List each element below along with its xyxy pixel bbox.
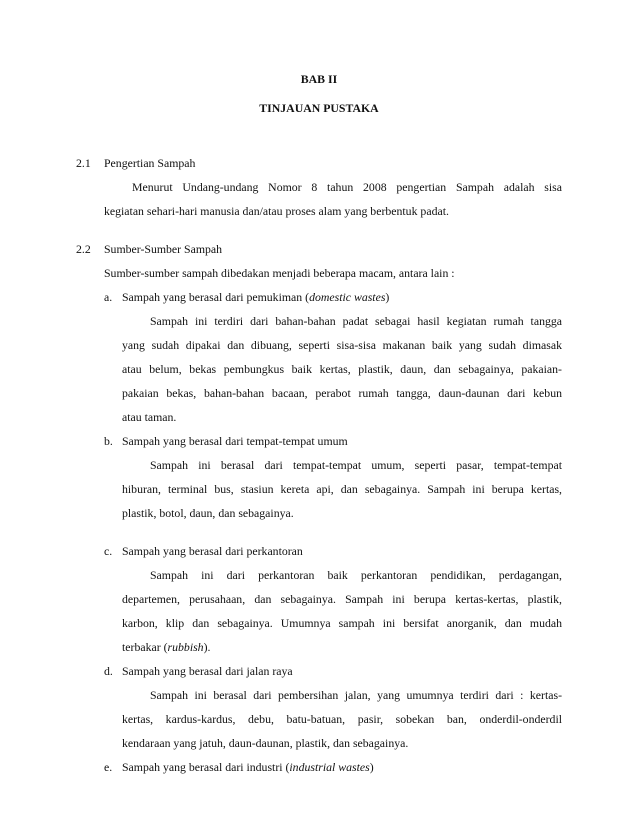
paragraph-line: departemen, perusahaan, dan sebagainya. Sampah ini berupa kertas-kertas, plastik, bbox=[122, 592, 562, 606]
list-item-heading: Sampah yang berasal dari pemukiman (domestic wastes) bbox=[122, 290, 390, 304]
list-marker: b. bbox=[104, 434, 113, 448]
paragraph-line: atau taman. bbox=[122, 410, 177, 424]
list-marker: a. bbox=[104, 290, 113, 304]
chapter-number: BAB II bbox=[300, 72, 338, 86]
paragraph-line: karbon, klip dan sebagainya. Umumnya sampah ini bersifat anorganik, dan mudah bbox=[122, 616, 562, 630]
paragraph-line: pakaian bekas, bahan-bahan bacaan, perabot rumah tangga, daun-daunan dari kebun bbox=[122, 386, 562, 400]
list-item-heading: Sampah yang berasal dari tempat-tempat umum bbox=[122, 434, 348, 448]
paragraph-line: kegiatan sehari-hari manusia dan/atau proses alam yang berbentuk padat. bbox=[104, 204, 449, 218]
paragraph-line: kendaraan yang jatuh, daun-daunan, plastik, dan sebagainya. bbox=[122, 736, 409, 750]
paragraph-line: Sampah ini berasal dari pembersihan jalan, yang umumnya terdiri dari : kertas- bbox=[150, 688, 562, 702]
section-number: 2.1 bbox=[76, 156, 91, 170]
list-marker: c. bbox=[104, 544, 113, 558]
paragraph-line: terbakar (rubbish). bbox=[122, 640, 211, 654]
paragraph-line: atau belum, bekas pembungkus baik kertas, plastik, daun, dan sebagainya, pakaian- bbox=[122, 362, 562, 376]
paragraph-line: Sampah ini dari perkantoran baik perkantoran pendidikan, perdagangan, bbox=[150, 568, 562, 582]
section-title: Pengertian Sampah bbox=[104, 156, 196, 170]
chapter-title: TINJAUAN PUSTAKA bbox=[259, 101, 379, 115]
paragraph-line: Menurut Undang-undang Nomor 8 tahun 2008 pengertian Sampah adalah sisa bbox=[132, 180, 562, 194]
list-item-heading: Sampah yang berasal dari jalan raya bbox=[122, 664, 293, 678]
paragraph-line: Sampah ini berasal dari tempat-tempat umum, seperti pasar, tempat-tempat bbox=[150, 458, 562, 472]
paragraph-line: plastik, botol, daun, dan sebagainya. bbox=[122, 506, 294, 520]
paragraph-line: yang sudah dipakai dan dibuang, seperti sisa-sisa makanan baik yang sudah dimasak bbox=[122, 338, 562, 352]
paragraph-line: hiburan, terminal bus, stasiun kereta api, dan sebagainya. Sampah ini berupa kertas, bbox=[122, 482, 562, 496]
paragraph-line: kertas, kardus-kardus, debu, batu-batuan, pasir, sobekan ban, onderdil-onderdil bbox=[122, 712, 562, 726]
section-title: Sumber-Sumber Sampah bbox=[104, 242, 223, 256]
section-intro: Sumber-sumber sampah dibedakan menjadi beberapa macam, antara lain : bbox=[104, 266, 455, 280]
list-marker: d. bbox=[104, 664, 113, 678]
list-marker: e. bbox=[104, 760, 113, 774]
list-item-heading: Sampah yang berasal dari industri (industrial wastes) bbox=[122, 760, 374, 774]
list-item-heading: Sampah yang berasal dari perkantoran bbox=[122, 544, 303, 558]
paragraph-line: Sampah ini terdiri dari bahan-bahan padat sebagai hasil kegiatan rumah tangga bbox=[150, 314, 562, 328]
section-number: 2.2 bbox=[76, 242, 91, 256]
